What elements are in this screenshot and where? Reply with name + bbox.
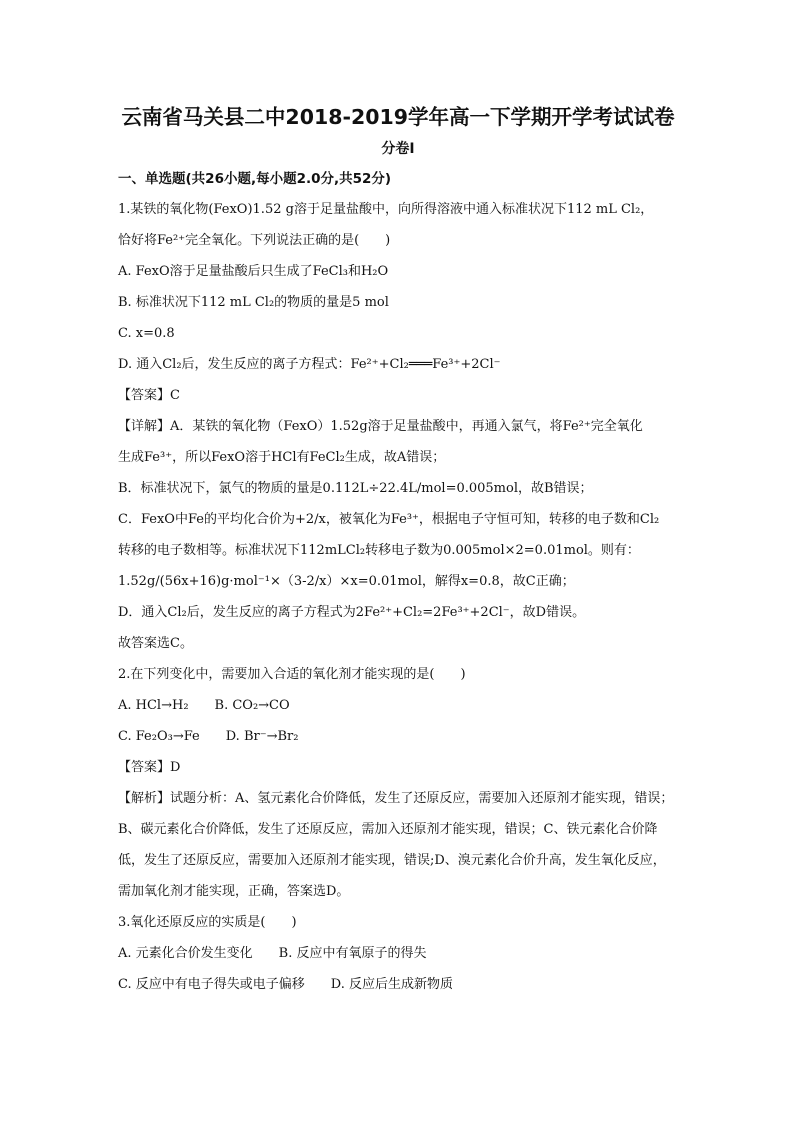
- question-stem: 2.在下列变化中，需要加入合适的氧化剂才能实现的是( ): [118, 667, 466, 682]
- exam-title: 云南省马关县二中2018-2019学年高一下学期开学考试试卷: [121, 105, 675, 129]
- analysis-paragraph: 【解析】试题分析：A、氢元素化合价降低，发生了还原反应，需要加入还原剂才能实现，错误；B、碳元素化合价降低，发生了还原反应，需加入还原剂才能实现，错误；C、铁元素化合价降低，发生了还原反应，需要加入还原剂才能实现，错误;D、溴元素化合价升高，发生氧化反应，需加氧化剂才能实现，正确，答案选D。: [118, 791, 674, 899]
- explanation-line: 1.52g/(56x+16)g·mol⁻¹×（3-2/x）×x=0.01mol，解得x=0.8，故C正确；: [118, 574, 575, 589]
- options-c-d: C. Fe₂O₃→Fe D. Br⁻→Br₂: [118, 729, 299, 744]
- option-d: D. 通入Cl₂后，发生反应的离子方程式：Fe²⁺+Cl₂═══Fe³⁺+2Cl⁻: [118, 357, 501, 372]
- option-a: A. FexO溶于足量盐酸后只生成了FeCl₃和H₂O: [118, 264, 389, 279]
- question-stem: 1.某铁的氧化物(FexO)1.52 g溶于足量盐酸中，向所得溶液中通入标准状况下112 mL Cl₂，: [118, 202, 654, 217]
- explanation-line: D．通入Cl₂后，发生反应的离子方程式为2Fe²⁺+Cl₂=2Fe³⁺+2Cl⁻，故D错误。: [118, 605, 586, 620]
- explanation-line: B．标准状况下，氯气的物质的量是0.112L÷22.4L/mol=0.005mol，故B错误；: [118, 481, 593, 496]
- options-a-b: A. HCl→H₂ B. CO₂→CO: [118, 698, 290, 713]
- option-c: C. x=0.8: [118, 326, 175, 341]
- explanation-line: 故答案选C。: [118, 636, 193, 651]
- question-stem: 3.氧化还原反应的实质是( ): [118, 915, 297, 930]
- section-heading: 一、单选题(共26小题,每小题2.0分,共52分): [118, 171, 392, 187]
- explanation-line: 生成Fe³⁺，所以FexO溶于HCl有FeCl₂生成，故A错误；: [118, 450, 446, 465]
- question-stem: 恰好将Fe²⁺完全氧化。下列说法正确的是( ): [118, 233, 391, 248]
- explanation-line: 【详解】A．某铁的氧化物（FexO）1.52g溶于足量盐酸中，再通入氯气，将Fe²⁺完全氧化: [118, 419, 643, 434]
- explanation-line: 转移的电子数相等。标准状况下112mLCl₂转移电子数为0.005mol×2=0.01mol。则有：: [118, 543, 640, 558]
- option-b: B. 标准状况下112 mL Cl₂的物质的量是5 mol: [118, 295, 389, 310]
- explanation-line: C．FexO中Fe的平均化合价为+2/x，被氧化为Fe³⁺，根据电子守恒可知，转移的电子数和Cl₂: [118, 512, 660, 527]
- options-c-d: C. 反应中有电子得失或电子偏移 D. 反应后生成新物质: [118, 977, 453, 992]
- paper-section-label: 分卷I: [381, 141, 415, 157]
- question-2: [118, 659, 678, 907]
- answer-label: 【答案】C: [118, 388, 180, 403]
- options-a-b: A. 元素化合价发生变化 B. 反应中有氧原子的得失: [118, 946, 427, 961]
- exam-page: [118, 100, 678, 1000]
- question-1: [118, 194, 678, 659]
- answer-label: 【答案】D: [118, 760, 181, 775]
- question-3: [118, 907, 678, 1000]
